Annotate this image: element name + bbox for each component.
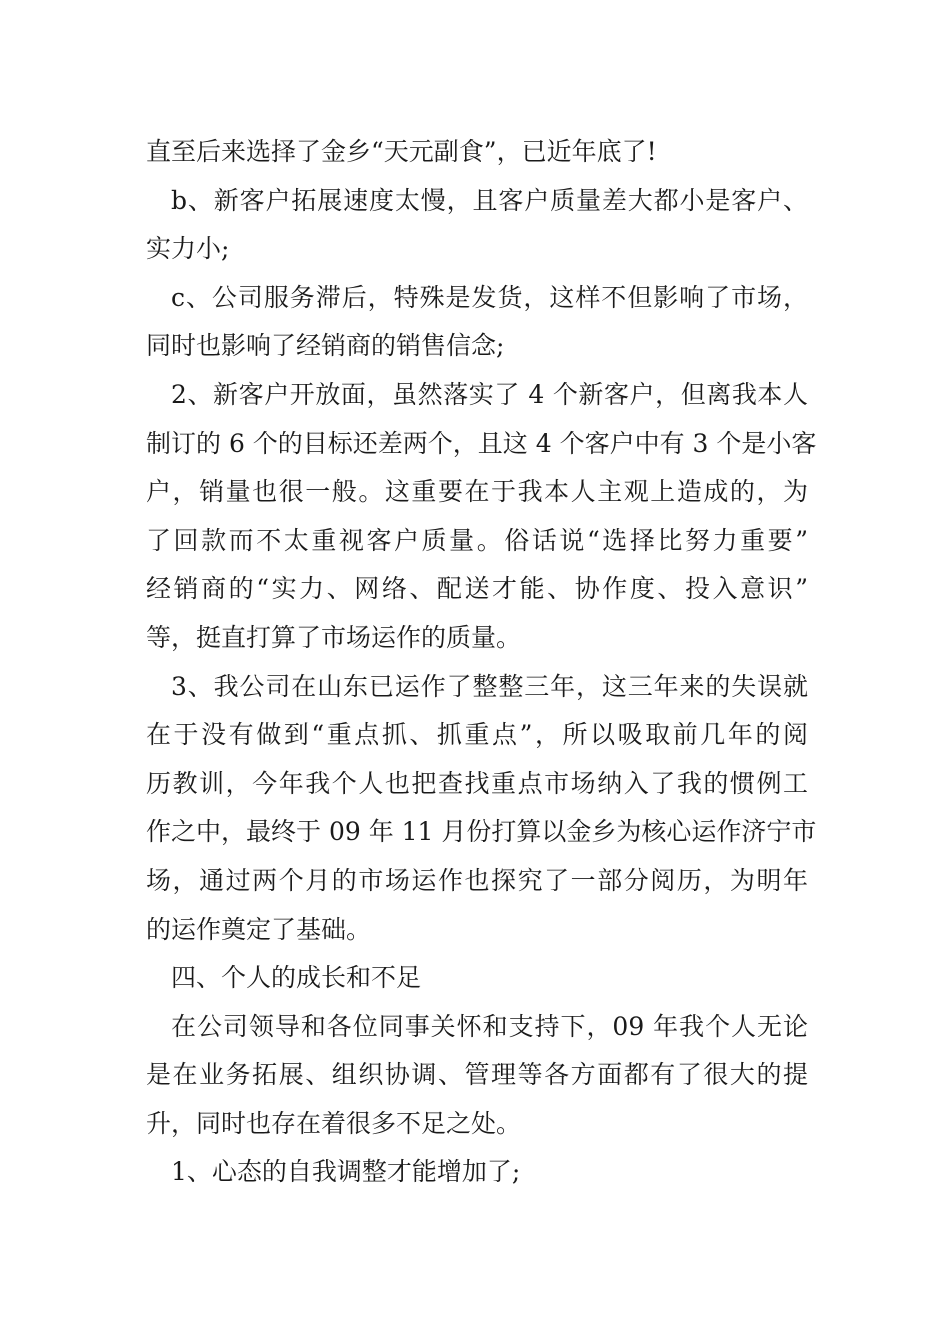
- paragraph-line: 历教训，今年我个人也把查找重点市场纳入了我的惯例工: [146, 768, 808, 798]
- paragraph-line: 经销商的“实力、网络、配送才能、协作度、投入意识”: [146, 574, 808, 604]
- paragraph-line: 了回款而不太重视客户质量。俗话说“选择比努力重要”: [146, 525, 808, 555]
- paragraph-line: 1、心态的自我调整才能增加了;: [171, 1157, 521, 1187]
- section-heading: 四、个人的成长和不足: [171, 963, 422, 993]
- paragraph-line: b、新客户拓展速度太慢，且客户质量差大都小是客户、: [171, 185, 808, 215]
- paragraph-line: 等，挺直打算了市场运作的质量。: [146, 622, 522, 652]
- paragraph-line: 直至后来选择了金乡“天元副食”，已近年底了!: [146, 137, 657, 166]
- document-body: [146, 128, 817, 1197]
- paragraph-line: 户，销量也很一般。这重要在于我本人主观上造成的，为: [146, 477, 808, 507]
- paragraph-line: 是在业务拓展、组织协调、管理等各方面都有了很大的提: [146, 1060, 808, 1090]
- paragraph-line: 场，通过两个月的市场运作也探究了一部分阅历，为明年: [146, 865, 808, 895]
- paragraph-line: 在公司领导和各位同事关怀和支持下，09 年我个人无论: [171, 1011, 808, 1041]
- paragraph-line: 同时也影响了经销商的销售信念;: [146, 331, 505, 361]
- paragraph-line: 2、新客户开放面，虽然落实了 4 个新客户，但离我本人: [171, 379, 808, 409]
- paragraph-line: 制订的 6 个的目标还差两个，且这 4 个客户中有 3 个是小客: [146, 428, 817, 458]
- paragraph-line: c、公司服务滞后，特殊是发货，这样不但影响了市场，: [171, 282, 808, 312]
- paragraph-line: 作之中，最终于 09 年 11 月份打算以金乡为核心运作济宁市: [146, 817, 817, 847]
- paragraph-line: 在于没有做到“重点抓、抓重点”，所以吸取前几年的阅: [146, 720, 808, 750]
- paragraph-line: 3、我公司在山东已运作了整整三年，这三年来的失误就: [171, 671, 808, 701]
- paragraph-line: 升，同时也存在着很多不足之处。: [146, 1108, 522, 1138]
- paragraph-line: 的运作奠定了基础。: [146, 914, 372, 944]
- paragraph-line: 实力小;: [146, 234, 230, 264]
